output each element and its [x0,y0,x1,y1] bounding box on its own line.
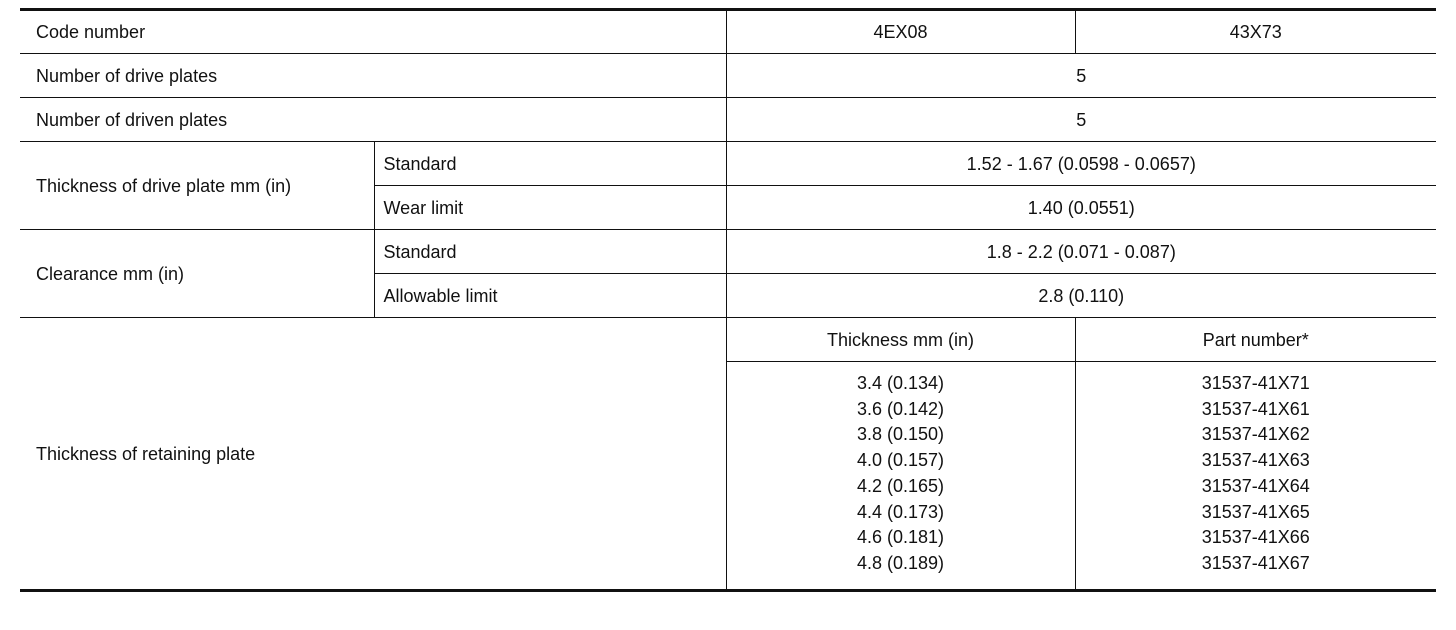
list-item: 31537-41X71 [1201,373,1310,393]
clearance-allowable-label: Allowable limit [374,274,726,318]
list-item: 31537-41X65 [1201,501,1310,522]
list-item: 3.8 (0.150) [856,424,945,445]
list-item: 31537-41X64 [1201,475,1310,496]
drive-thickness-wear-label: Wear limit [374,186,726,230]
row-drive-plates [20,54,1436,98]
drive-plates-value: 5 [726,54,1436,98]
drive-thickness-standard-label: Standard [374,142,726,186]
driven-plates-value: 5 [726,98,1436,142]
retaining-part-list [1075,362,1436,591]
retaining-part-header: Part number* [1075,318,1436,362]
row-drive-thickness-standard [20,142,1436,186]
row-clearance-standard [20,230,1436,274]
list-item: 4.2 (0.165) [856,475,945,496]
list-item: 3.4 (0.134) [856,373,945,393]
list-item: 4.4 (0.173) [856,501,945,522]
clearance-standard-value: 1.8 - 2.2 (0.071 - 0.087) [726,230,1436,274]
code-number-label: Code number [20,10,726,54]
clearance-label: Clearance mm (in) [20,230,374,318]
drive-plates-label: Number of drive plates [20,54,726,98]
clutch-spec-table [20,8,1436,592]
drive-thickness-standard-value: 1.52 - 1.67 (0.0598 - 0.0657) [726,142,1436,186]
list-item: 31537-41X62 [1201,424,1310,445]
code-value-4ex08: 4EX08 [726,10,1075,54]
list-item: 4.0 (0.157) [856,450,945,471]
list-item: 31537-41X63 [1201,450,1310,471]
retaining-thickness-list [726,362,1075,591]
retaining-plate-label: Thickness of retaining plate [20,318,726,591]
list-item: 31537-41X67 [1201,552,1310,573]
drive-thickness-wear-value: 1.40 (0.0551) [726,186,1436,230]
retaining-thickness-header: Thickness mm (in) [726,318,1075,362]
driven-plates-label: Number of driven plates [20,98,726,142]
list-item: 3.6 (0.142) [856,398,945,419]
row-retaining-header [20,318,1436,362]
list-item: 31537-41X61 [1201,398,1310,419]
list-item: 4.6 (0.181) [856,527,945,548]
list-item: 4.8 (0.189) [856,552,945,573]
drive-thickness-label: Thickness of drive plate mm (in) [20,142,374,230]
row-code-number [20,10,1436,54]
clearance-standard-label: Standard [374,230,726,274]
clearance-allowable-value: 2.8 (0.110) [726,274,1436,318]
list-item: 31537-41X66 [1201,527,1310,548]
row-driven-plates [20,98,1436,142]
code-value-43x73: 43X73 [1075,10,1436,54]
